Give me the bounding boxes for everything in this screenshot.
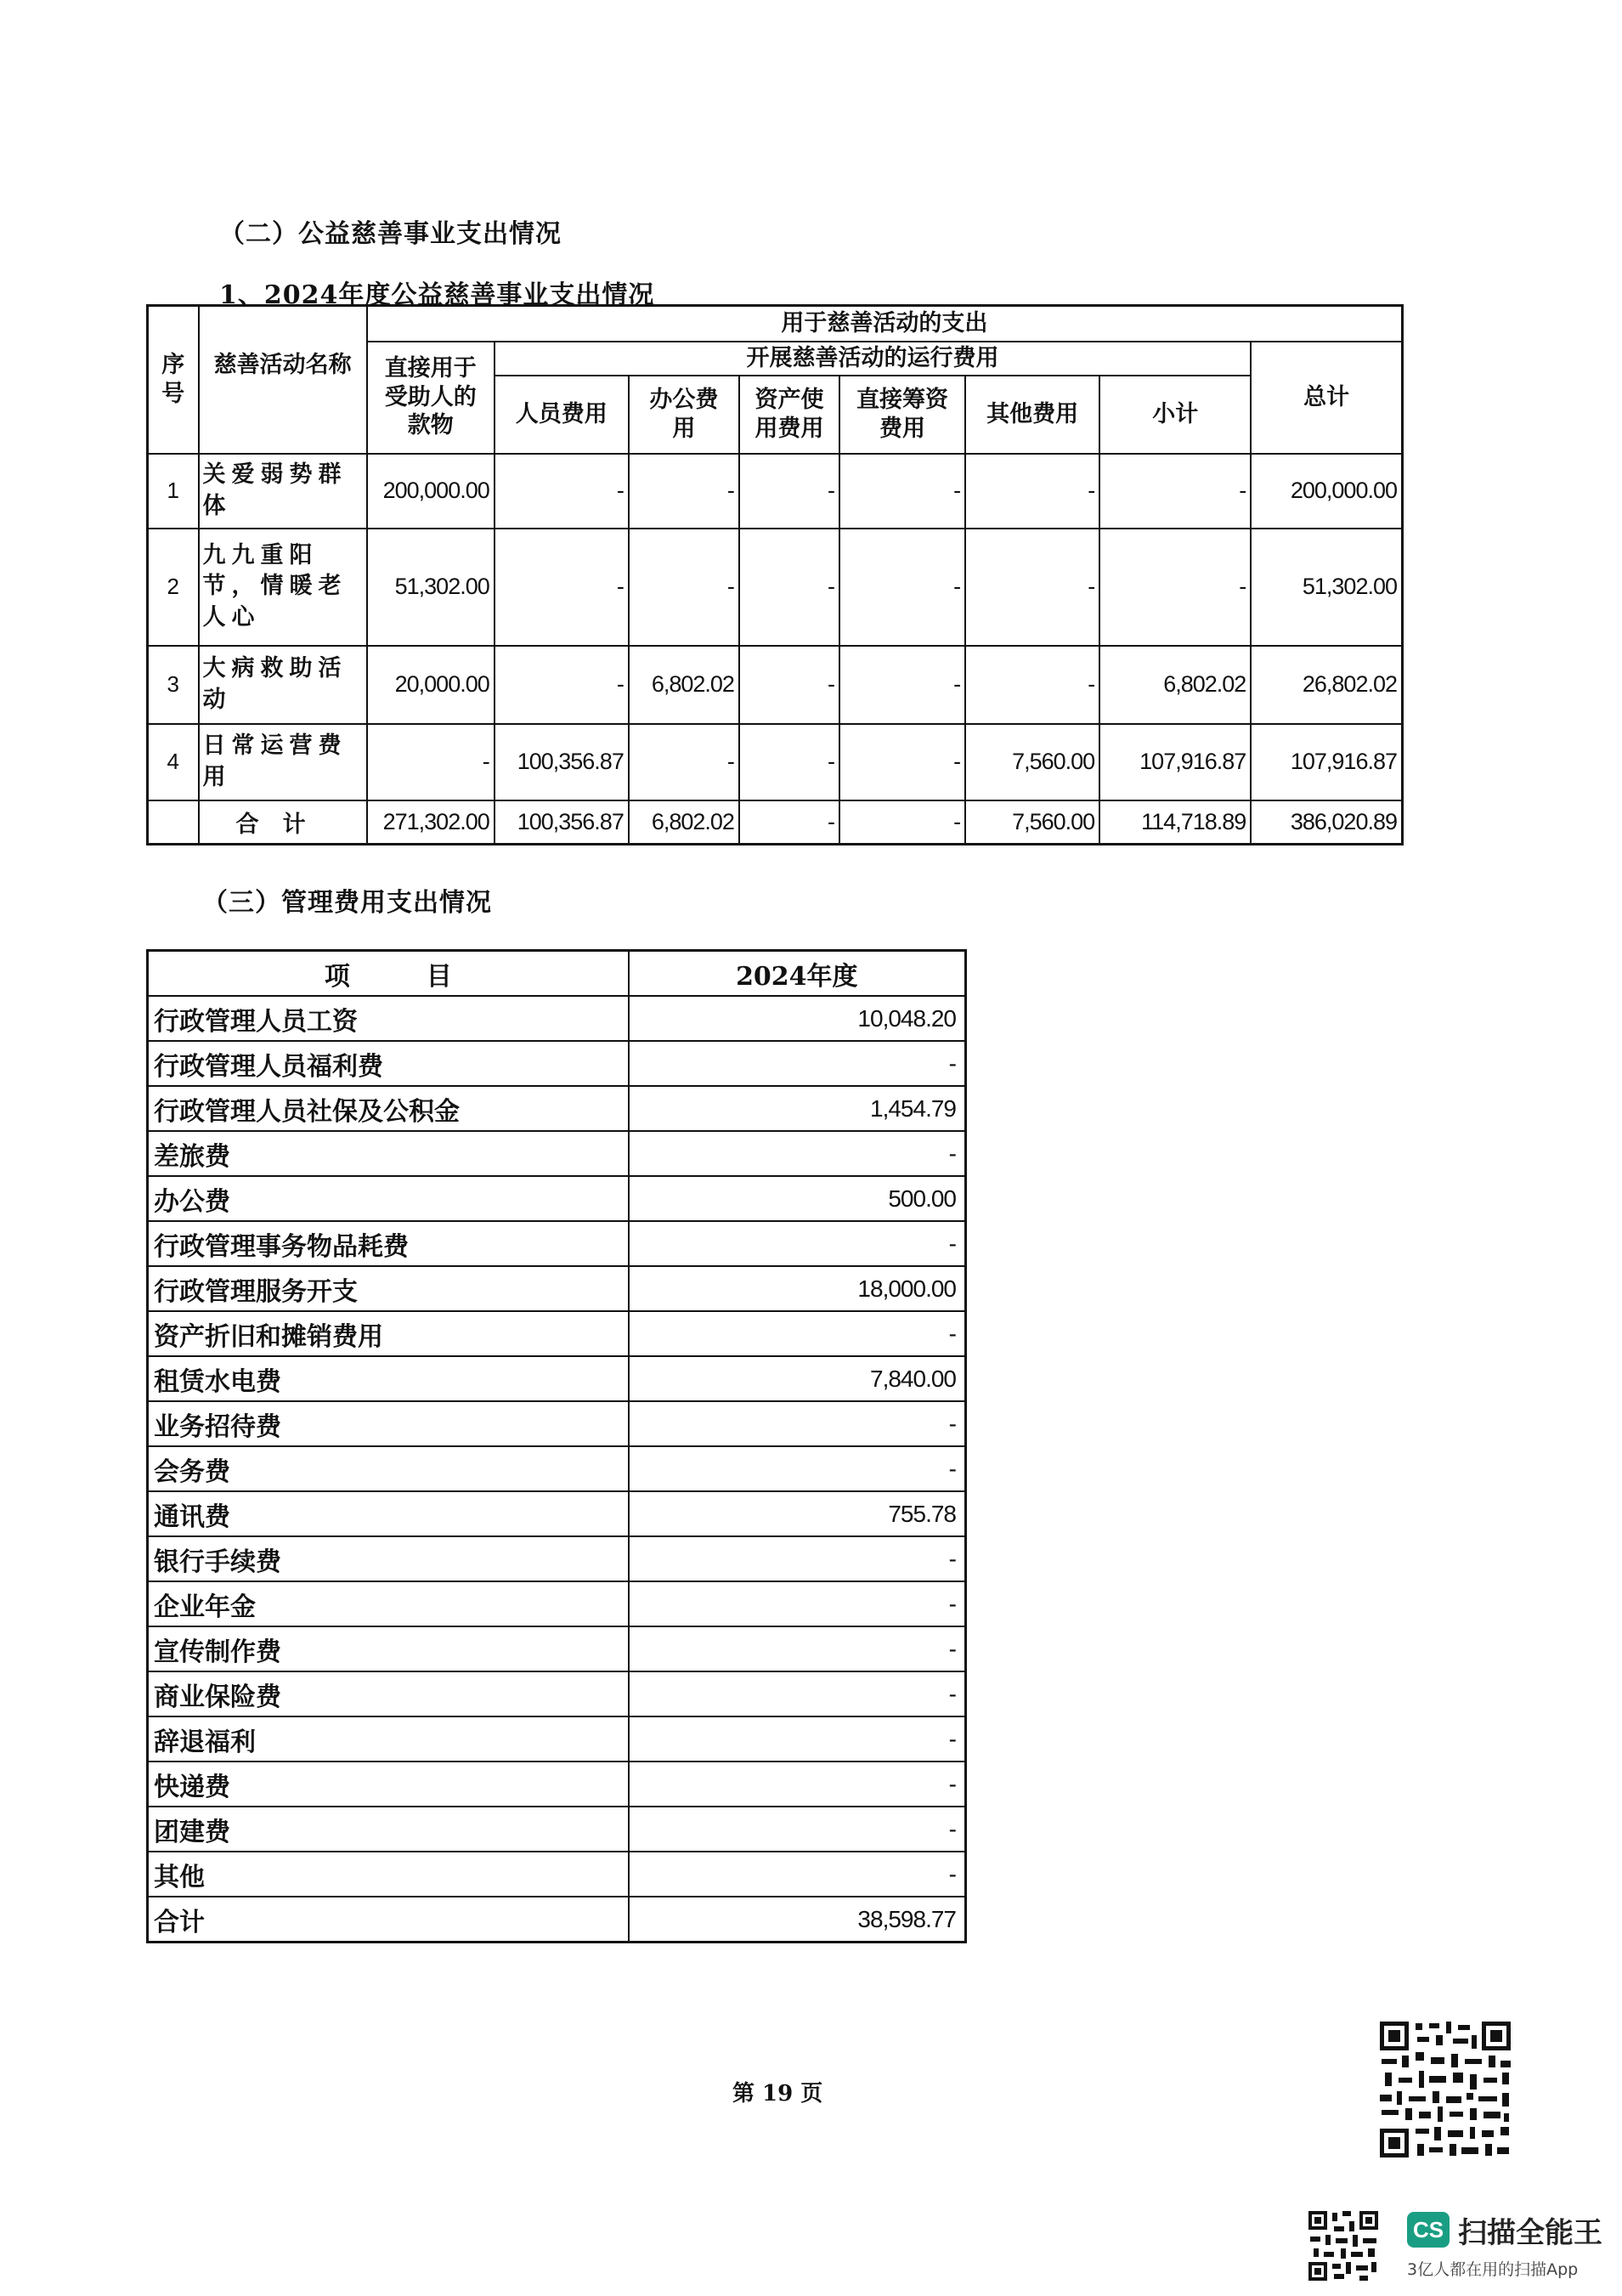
header-fundraise: 直接筹资费用 xyxy=(839,376,965,454)
brand-slogan: 3亿人都在用的扫描App xyxy=(1407,2260,1579,2279)
row-value: - xyxy=(629,1807,966,1852)
table-row xyxy=(148,1041,966,1086)
table-row xyxy=(148,724,1403,800)
table-row xyxy=(148,1311,966,1356)
admin-expense-table xyxy=(146,949,967,1943)
cell-other: 7,560.00 xyxy=(965,724,1099,800)
section2-subheading: 1、2024年度公益慈善事业支出情况 xyxy=(219,280,655,310)
sum-total: 386,020.89 xyxy=(1251,800,1402,845)
table-row xyxy=(148,454,1403,529)
row-name: 大病救助活动 xyxy=(199,646,367,724)
sum-staff: 100,356.87 xyxy=(495,800,629,845)
cell-asset: - xyxy=(739,529,839,646)
cell-asset: - xyxy=(739,454,839,529)
cell-fundraise: - xyxy=(839,724,965,800)
table-row xyxy=(148,1446,966,1491)
app-qr-code-icon xyxy=(1307,2209,1380,2282)
table-row xyxy=(148,1807,966,1852)
row-label: 行政管理人员社保及公积金 xyxy=(148,1086,629,1131)
cell-fundraise: - xyxy=(839,646,965,724)
page-number: 第 19 页 xyxy=(732,2081,823,2107)
cell-direct: 20,000.00 xyxy=(367,646,495,724)
row-label: 其他 xyxy=(148,1852,629,1897)
total-row xyxy=(148,1897,966,1943)
header-direct: 直接用于受助人的款物 xyxy=(367,342,495,454)
cell-asset: - xyxy=(739,646,839,724)
table-row xyxy=(148,1536,966,1581)
row-value: - xyxy=(629,1762,966,1807)
cell-total: 26,802.02 xyxy=(1251,646,1402,724)
cell-staff: 100,356.87 xyxy=(495,724,629,800)
row-label: 资产折旧和摊销费用 xyxy=(148,1311,629,1356)
row-value: - xyxy=(629,1852,966,1897)
header-office: 办公费用 xyxy=(629,376,739,454)
row-label: 业务招待费 xyxy=(148,1401,629,1446)
table-row xyxy=(148,1491,966,1536)
row-value: - xyxy=(629,1716,966,1762)
row-name: 日常运营费用 xyxy=(199,724,367,800)
table-row xyxy=(148,1581,966,1626)
table-row xyxy=(148,1086,966,1131)
row-name: 关爱弱势群体 xyxy=(199,454,367,529)
cell-direct: - xyxy=(367,724,495,800)
row-label: 行政管理人员福利费 xyxy=(148,1041,629,1086)
cell-total: 107,916.87 xyxy=(1251,724,1402,800)
brand-name: 扫描全能王 xyxy=(1458,2216,1602,2250)
row-label: 办公费 xyxy=(148,1176,629,1221)
row-value: 7,840.00 xyxy=(629,1356,966,1401)
row-label: 企业年金 xyxy=(148,1581,629,1626)
row-label: 商业保险费 xyxy=(148,1671,629,1716)
table-row xyxy=(148,1356,966,1401)
table-row xyxy=(148,1266,966,1311)
row-label: 差旅费 xyxy=(148,1131,629,1176)
qr-code-icon xyxy=(1376,2018,1514,2161)
cell-staff: - xyxy=(495,646,629,724)
row-label: 行政管理服务开支 xyxy=(148,1266,629,1311)
row-value: - xyxy=(629,1581,966,1626)
cell-staff: - xyxy=(495,454,629,529)
table-row xyxy=(148,1176,966,1221)
row-no: 2 xyxy=(148,529,199,646)
row-value: - xyxy=(629,1671,966,1716)
cell-total: 200,000.00 xyxy=(1251,454,1402,529)
sum-direct: 271,302.00 xyxy=(367,800,495,845)
sum-no xyxy=(148,800,199,845)
row-label: 行政管理人员工资 xyxy=(148,996,629,1041)
header-seq: 序号 xyxy=(148,306,199,454)
cell-other: - xyxy=(965,529,1099,646)
row-value: 10,048.20 xyxy=(629,996,966,1041)
header-ops-group: 开展慈善活动的运行费用 xyxy=(495,342,1252,376)
cell-office: - xyxy=(629,454,739,529)
row-label: 团建费 xyxy=(148,1807,629,1852)
row-value: - xyxy=(629,1536,966,1581)
row-label: 宣传制作费 xyxy=(148,1626,629,1671)
table-row xyxy=(148,1401,966,1446)
cell-office: - xyxy=(629,529,739,646)
row-label: 会务费 xyxy=(148,1446,629,1491)
cell-fundraise: - xyxy=(839,529,965,646)
camscanner-logo: CS xyxy=(1407,2212,1450,2248)
row-value: - xyxy=(629,1401,966,1446)
charity-expense-table xyxy=(146,304,1404,845)
header-year: 2024年度 xyxy=(629,951,966,997)
table-row xyxy=(148,1716,966,1762)
section2-heading: （二）公益慈善事业支出情况 xyxy=(219,219,562,249)
cell-direct: 200,000.00 xyxy=(367,454,495,529)
sum-asset: - xyxy=(739,800,839,845)
table-row xyxy=(148,1852,966,1897)
header-item: 项 目 xyxy=(148,951,629,997)
row-no: 4 xyxy=(148,724,199,800)
row-value: 38,598.77 xyxy=(629,1897,966,1943)
header-total: 总计 xyxy=(1251,342,1402,454)
row-value: 755.78 xyxy=(629,1491,966,1536)
row-value: 18,000.00 xyxy=(629,1266,966,1311)
row-value: - xyxy=(629,1446,966,1491)
row-label: 辞退福利 xyxy=(148,1716,629,1762)
sum-row xyxy=(148,800,1403,845)
sum-label: 合计 xyxy=(199,800,367,845)
sum-subtotal: 114,718.89 xyxy=(1099,800,1251,845)
row-value: 1,454.79 xyxy=(629,1086,966,1131)
table-row xyxy=(148,529,1403,646)
table-row xyxy=(148,1221,966,1266)
sum-office: 6,802.02 xyxy=(629,800,739,845)
row-value: - xyxy=(629,1311,966,1356)
cell-subtotal: 6,802.02 xyxy=(1099,646,1251,724)
header-group: 用于慈善活动的支出 xyxy=(367,306,1403,342)
row-name: 九九重阳节，情暖老人心 xyxy=(199,529,367,646)
cell-other: - xyxy=(965,454,1099,529)
table-row xyxy=(148,996,966,1041)
cell-other: - xyxy=(965,646,1099,724)
row-no: 3 xyxy=(148,646,199,724)
header-other: 其他费用 xyxy=(965,376,1099,454)
row-value: - xyxy=(629,1131,966,1176)
cell-fundraise: - xyxy=(839,454,965,529)
cell-subtotal: - xyxy=(1099,529,1251,646)
sum-other: 7,560.00 xyxy=(965,800,1099,845)
cell-asset: - xyxy=(739,724,839,800)
header-staff: 人员费用 xyxy=(495,376,629,454)
cell-total: 51,302.00 xyxy=(1251,529,1402,646)
row-value: - xyxy=(629,1221,966,1266)
row-label: 银行手续费 xyxy=(148,1536,629,1581)
header-name: 慈善活动名称 xyxy=(199,306,367,454)
row-label: 合计 xyxy=(148,1897,629,1943)
cell-subtotal: - xyxy=(1099,454,1251,529)
row-label: 快递费 xyxy=(148,1762,629,1807)
cell-subtotal: 107,916.87 xyxy=(1099,724,1251,800)
cell-direct: 51,302.00 xyxy=(367,529,495,646)
cell-staff: - xyxy=(495,529,629,646)
header-asset: 资产使用费用 xyxy=(739,376,839,454)
table-row xyxy=(148,1626,966,1671)
table-row xyxy=(148,1762,966,1807)
table-row xyxy=(148,1671,966,1716)
row-value: 500.00 xyxy=(629,1176,966,1221)
section3-heading: （三）管理费用支出情况 xyxy=(202,888,492,918)
row-label: 行政管理事务物品耗费 xyxy=(148,1221,629,1266)
row-label: 租赁水电费 xyxy=(148,1356,629,1401)
row-value: - xyxy=(629,1041,966,1086)
table-row xyxy=(148,646,1403,724)
table-row xyxy=(148,1131,966,1176)
cell-office: 6,802.02 xyxy=(629,646,739,724)
cell-office: - xyxy=(629,724,739,800)
row-value: - xyxy=(629,1626,966,1671)
header-subtotal: 小计 xyxy=(1099,376,1251,454)
sum-fundraise: - xyxy=(839,800,965,845)
row-label: 通讯费 xyxy=(148,1491,629,1536)
row-no: 1 xyxy=(148,454,199,529)
